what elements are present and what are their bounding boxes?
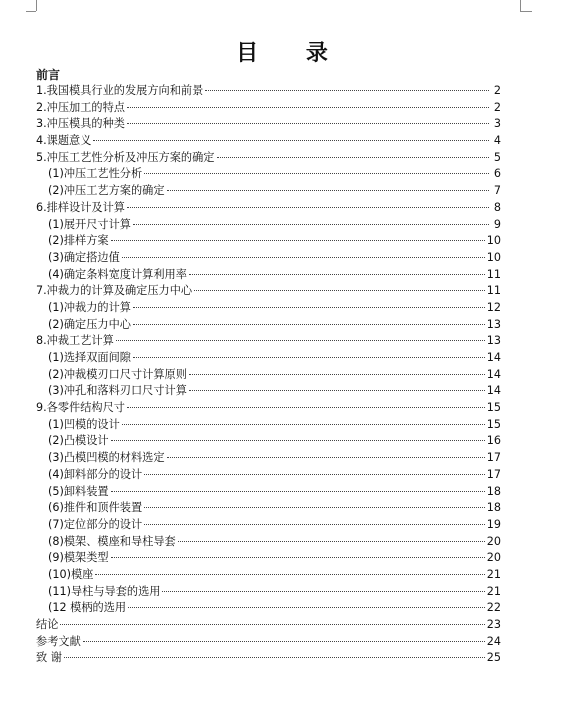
toc-entry-label: 结论 (36, 618, 59, 631)
toc-leader-dots (127, 407, 485, 408)
toc-entry-page: 21 (486, 567, 501, 581)
toc-entry-page: 10 (486, 250, 501, 264)
toc-entry[interactable] (36, 116, 501, 133)
toc-leader-dots (144, 474, 485, 475)
toc-entry-label: (1)选择双面间隙 (48, 351, 131, 364)
toc-entry[interactable] (36, 283, 501, 300)
toc-leader-dots (111, 240, 485, 241)
toc-entry[interactable] (36, 550, 501, 567)
toc-entry[interactable] (36, 467, 501, 484)
toc-entry-page: 12 (486, 300, 501, 314)
toc-heading: 前言 (36, 68, 61, 82)
toc-leader-dots (93, 140, 489, 141)
toc-entry-page: 11 (486, 267, 501, 281)
toc-entry-label: (1)凹模的设计 (48, 417, 120, 431)
toc-entry-page: 9 (493, 217, 501, 231)
toc-leader-dots (133, 224, 489, 225)
toc-leader-dots (128, 607, 485, 608)
toc-entry-page: 21 (486, 584, 501, 598)
toc-entry-label: (2)排样方案 (48, 234, 109, 248)
toc-leader-dots (133, 324, 485, 325)
toc-leader-dots (189, 274, 485, 275)
toc-entry[interactable] (36, 400, 501, 417)
toc-entry[interactable] (36, 417, 501, 434)
toc-leader-dots (133, 357, 485, 358)
toc-leader-dots (122, 257, 485, 258)
toc-leader-dots (167, 457, 485, 458)
toc-entry[interactable] (36, 250, 501, 267)
toc-entry-label: 9.各零件结构尺寸 (36, 401, 125, 415)
toc-leader-dots (194, 290, 485, 291)
toc-entry[interactable] (36, 83, 501, 100)
toc-entry-label: 1.我国模具行业的发展方向和前景 (36, 84, 204, 97)
toc-entry-page: 24 (486, 634, 501, 648)
toc-leader-dots (116, 340, 485, 341)
toc-entry-label: (5)卸料装置 (48, 484, 109, 498)
crop-mark-top-left (26, 11, 36, 12)
toc-entry-page: 20 (486, 534, 501, 548)
toc-leader-dots (127, 123, 489, 124)
toc-entry-page: 17 (486, 451, 501, 465)
toc-entry-label: (10)模座 (48, 567, 94, 581)
toc-leader-dots (144, 507, 485, 508)
toc-entry-label: (2)凸模设计 (48, 434, 109, 448)
toc-leader-dots (133, 307, 485, 308)
toc-entry-label: (2)冲裁模刃口尺寸计算原则 (48, 367, 187, 381)
toc-leader-dots (217, 157, 490, 158)
toc-entry-page: 7 (493, 184, 501, 198)
toc-entry-page: 11 (486, 284, 501, 298)
toc-leader-dots (122, 424, 485, 425)
toc-entry[interactable] (36, 634, 501, 651)
toc-leader-dots (162, 591, 484, 592)
document-title: 目 录 (236, 40, 329, 66)
toc-entry-label: (1)冲裁力的计算 (48, 300, 131, 314)
toc-entry-page: 18 (486, 501, 501, 515)
toc-entry-page: 10 (486, 234, 501, 248)
toc-entry[interactable] (36, 534, 501, 551)
toc-entry[interactable] (36, 233, 501, 250)
toc-entry-label: 3.冲压模具的种类 (36, 117, 125, 131)
toc-entry-page: 5 (493, 150, 501, 164)
toc-entry[interactable] (36, 333, 501, 350)
crop-mark-top-right (520, 0, 521, 11)
toc-entry[interactable] (36, 383, 501, 400)
toc-entry[interactable] (36, 166, 501, 183)
toc-leader-dots (83, 641, 485, 642)
toc-leader-dots (167, 190, 489, 191)
toc-entry-page: 18 (486, 484, 501, 498)
toc-entry[interactable] (36, 133, 501, 150)
toc-entry[interactable] (36, 617, 501, 634)
toc-entry-label: 致 谢 (36, 651, 62, 665)
toc-entry[interactable] (36, 300, 501, 317)
toc-entry-label: (6)推件和顶件装置 (48, 501, 143, 515)
toc-entry-label: 8.冲裁工艺计算 (36, 334, 114, 348)
toc-entry[interactable] (36, 500, 501, 517)
toc-entry-label: 5.冲压工艺性分析及冲压方案的确定 (36, 150, 215, 164)
toc-leader-dots (144, 173, 489, 174)
toc-entry-page: 6 (493, 167, 501, 181)
toc-leader-dots (111, 491, 485, 492)
toc-entry-page: 20 (486, 551, 501, 565)
toc-entry-page: 17 (486, 467, 501, 481)
toc-entry-label: (3)确定搭边值 (48, 250, 120, 264)
toc-entry-label: (3)冲孔和落料刃口尺寸计算 (48, 384, 187, 398)
toc-entry[interactable] (36, 267, 501, 284)
toc-leader-dots (64, 657, 485, 658)
toc-entry-label: (4)卸料部分的设计 (48, 467, 143, 481)
toc-entry-label: 6.排样设计及计算 (36, 200, 125, 214)
toc-entry[interactable] (36, 150, 501, 167)
toc-leader-dots (60, 624, 484, 625)
toc-entry[interactable] (36, 650, 501, 667)
toc-entry[interactable] (36, 200, 501, 217)
toc-entry[interactable] (36, 600, 501, 617)
toc-entry-label: (1)冲压工艺性分析 (48, 167, 143, 181)
toc-entry[interactable] (36, 517, 501, 534)
toc-leader-dots (189, 374, 485, 375)
toc-entry-page: 25 (486, 651, 501, 665)
toc-entry-label: (4)确定条料宽度计算利用率 (48, 267, 187, 281)
toc-leader-dots (127, 107, 489, 108)
toc-entry-label: (7)定位部分的设计 (48, 517, 143, 531)
toc-entry[interactable] (36, 367, 501, 384)
toc-entry-page: 14 (486, 351, 501, 364)
toc-entry[interactable] (36, 584, 501, 601)
crop-mark-top-right (520, 11, 532, 12)
toc-entry[interactable] (36, 567, 501, 584)
toc-entry[interactable] (36, 217, 501, 234)
toc-leader-dots (178, 541, 485, 542)
toc-entry-label: (1)展开尺寸计算 (48, 217, 131, 231)
toc-leader-dots (95, 574, 484, 575)
toc-entry-label: (2)确定压力中心 (48, 317, 131, 331)
toc-entry[interactable] (36, 100, 501, 117)
crop-mark-top-left (36, 0, 37, 11)
toc-entry-page: 22 (486, 601, 501, 615)
toc-leader-dots (205, 90, 489, 91)
toc-entry-page: 15 (486, 401, 501, 415)
toc-entry[interactable] (36, 317, 501, 334)
toc-entry[interactable] (36, 450, 501, 467)
toc-entry-label: (8)模架、模座和导柱导套 (48, 534, 176, 548)
toc-entry-label: (3)凸模凹模的材料选定 (48, 451, 165, 465)
table-of-contents (36, 67, 501, 667)
toc-entry-label: (2)冲压工艺方案的确定 (48, 184, 165, 198)
toc-list (36, 83, 501, 667)
toc-entry-page: 15 (486, 417, 501, 431)
toc-entry-label: 4.课题意义 (36, 134, 92, 148)
toc-entry-label: 2.冲压加工的特点 (36, 100, 125, 114)
toc-entry-page: 23 (486, 618, 501, 631)
toc-entry-page: 3 (493, 117, 501, 131)
toc-entry[interactable] (36, 484, 501, 501)
toc-leader-dots (127, 207, 489, 208)
toc-leader-dots (111, 440, 485, 441)
toc-entry-page: 13 (486, 334, 501, 348)
toc-entry-page: 8 (493, 200, 501, 214)
toc-entry-page: 16 (486, 434, 501, 448)
toc-entry-page: 13 (486, 317, 501, 331)
toc-entry[interactable] (36, 433, 501, 450)
toc-leader-dots (189, 390, 485, 391)
toc-entry-label: 参考文献 (36, 634, 81, 648)
toc-entry-page: 2 (493, 84, 501, 97)
toc-leader-dots (144, 524, 485, 525)
toc-entry-label: (9)模架类型 (48, 551, 109, 565)
toc-entry-page: 2 (493, 100, 501, 114)
toc-entry-label: (12 模柄的选用 (48, 601, 127, 615)
toc-entry[interactable] (36, 183, 501, 200)
toc-entry[interactable] (36, 350, 501, 367)
toc-leader-dots (111, 557, 485, 558)
toc-entry-page: 19 (486, 517, 501, 531)
toc-entry-page: 4 (493, 134, 501, 148)
toc-entry-page: 14 (486, 384, 501, 398)
toc-entry-page: 14 (486, 367, 501, 381)
toc-entry-label: (11)导柱与导套的选用 (48, 584, 161, 598)
toc-entry-label: 7.冲裁力的计算及确定压力中心 (36, 284, 193, 298)
